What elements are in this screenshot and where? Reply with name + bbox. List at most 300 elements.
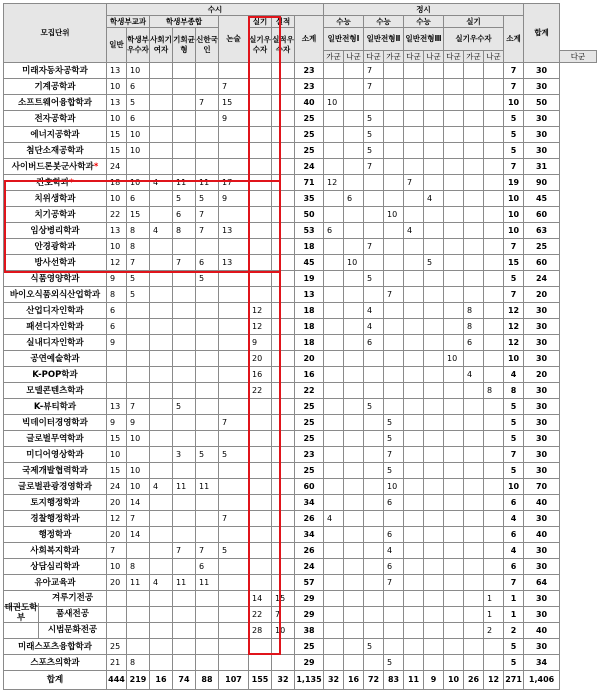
table-cell: 10 xyxy=(384,207,404,223)
table-cell xyxy=(464,623,484,639)
table-cell: 1 xyxy=(504,607,524,623)
table-row xyxy=(4,175,597,191)
table-cell: 5 xyxy=(504,639,524,655)
table-cell: 60 xyxy=(295,479,324,495)
table-cell: 10 xyxy=(127,479,150,495)
table-cell xyxy=(150,367,173,383)
table-cell xyxy=(424,79,444,95)
table-cell xyxy=(324,303,344,319)
table-cell xyxy=(344,543,364,559)
table-cell xyxy=(404,319,424,335)
table-row xyxy=(4,543,597,559)
table-cell xyxy=(424,543,444,559)
table-cell xyxy=(484,463,504,479)
table-cell xyxy=(272,223,295,239)
table-cell xyxy=(272,303,295,319)
table-cell xyxy=(173,351,196,367)
department-name: 품새전공 xyxy=(4,607,107,623)
table-cell: 5 xyxy=(384,463,404,479)
header-susi: 수시 xyxy=(107,4,324,16)
table-cell xyxy=(444,447,464,463)
department-name: 국제개발협력학과 xyxy=(4,463,107,479)
table-cell: 2 xyxy=(484,623,504,639)
table-cell xyxy=(249,95,272,111)
table-cell xyxy=(219,495,249,511)
table-cell xyxy=(219,479,249,495)
table-cell xyxy=(173,591,196,607)
department-name: 빅데이터경영학과 xyxy=(4,415,107,431)
table-cell xyxy=(384,303,404,319)
table-cell xyxy=(272,175,295,191)
table-cell xyxy=(364,95,384,111)
table-cell xyxy=(384,607,404,623)
table-cell: 30 xyxy=(524,383,560,399)
table-cell xyxy=(249,447,272,463)
table-cell xyxy=(249,175,272,191)
table-cell xyxy=(219,143,249,159)
table-cell xyxy=(324,319,344,335)
table-cell xyxy=(196,111,219,127)
table-cell: 24 xyxy=(524,271,560,287)
table-cell: 15 xyxy=(107,127,127,143)
table-cell xyxy=(404,63,424,79)
table-cell xyxy=(173,511,196,527)
table-cell xyxy=(173,559,196,575)
table-cell: 6 xyxy=(196,255,219,271)
table-row xyxy=(4,623,597,639)
table-cell xyxy=(127,319,150,335)
table-cell: 7 xyxy=(196,95,219,111)
table-cell xyxy=(324,495,344,511)
table-cell: 8 xyxy=(127,655,150,671)
table-cell: 22 xyxy=(107,207,127,223)
table-cell xyxy=(464,223,484,239)
table-cell: 13 xyxy=(295,287,324,303)
table-cell xyxy=(196,591,219,607)
table-cell xyxy=(249,271,272,287)
table-cell: 34 xyxy=(295,527,324,543)
table-cell: 4 xyxy=(324,511,344,527)
table-cell: 40 xyxy=(524,495,560,511)
table-cell xyxy=(272,479,295,495)
table-cell xyxy=(444,255,464,271)
total-cell: 12 xyxy=(484,671,504,690)
table-cell: 8 xyxy=(127,559,150,575)
table-cell xyxy=(127,159,150,175)
table-cell xyxy=(444,303,464,319)
table-cell xyxy=(249,399,272,415)
table-cell xyxy=(127,383,150,399)
table-cell: 25 xyxy=(295,415,324,431)
table-cell xyxy=(384,367,404,383)
table-cell xyxy=(249,191,272,207)
total-cell: 88 xyxy=(196,671,219,690)
table-cell xyxy=(444,463,464,479)
department-name: 글로벌무역학과 xyxy=(4,431,107,447)
table-cell xyxy=(404,463,424,479)
header-siljeok: 실적 xyxy=(272,16,295,28)
table-cell xyxy=(196,607,219,623)
total-cell: 74 xyxy=(173,671,196,690)
table-cell xyxy=(444,607,464,623)
department-name: 첨단소재공학과 xyxy=(4,143,107,159)
table-cell xyxy=(150,383,173,399)
table-row xyxy=(4,495,597,511)
table-cell xyxy=(424,559,444,575)
table-cell: 5 xyxy=(364,639,384,655)
table-cell: 6 xyxy=(384,527,404,543)
table-cell xyxy=(424,415,444,431)
table-cell: 30 xyxy=(524,607,560,623)
table-cell: 10 xyxy=(504,351,524,367)
header-gun-5: 나군 xyxy=(424,51,444,63)
table-cell xyxy=(324,271,344,287)
table-cell xyxy=(484,255,504,271)
header-gun-7: 가군 xyxy=(464,51,484,63)
table-row xyxy=(4,159,597,175)
table-cell xyxy=(484,191,504,207)
table-cell: 30 xyxy=(524,639,560,655)
table-cell xyxy=(344,639,364,655)
table-cell xyxy=(444,95,464,111)
table-cell xyxy=(384,623,404,639)
table-cell: 50 xyxy=(524,95,560,111)
table-cell xyxy=(444,63,464,79)
table-cell xyxy=(344,143,364,159)
table-cell: 20 xyxy=(524,367,560,383)
table-row xyxy=(4,415,597,431)
table-cell: 20 xyxy=(295,351,324,367)
department-name: 식품영양학과 xyxy=(4,271,107,287)
table-cell xyxy=(272,399,295,415)
table-cell: 16 xyxy=(295,367,324,383)
table-cell xyxy=(249,639,272,655)
table-cell xyxy=(344,383,364,399)
table-cell xyxy=(272,239,295,255)
table-cell xyxy=(219,127,249,143)
table-cell xyxy=(173,79,196,95)
table-cell xyxy=(272,79,295,95)
table-row xyxy=(4,559,597,575)
table-cell: 14 xyxy=(127,495,150,511)
header-silgi-susi: 실기 xyxy=(249,16,272,28)
table-cell xyxy=(384,383,404,399)
table-cell xyxy=(219,271,249,287)
table-cell xyxy=(464,63,484,79)
table-cell xyxy=(324,351,344,367)
table-cell: 15 xyxy=(107,143,127,159)
table-cell xyxy=(107,351,127,367)
table-row xyxy=(4,335,597,351)
table-cell: 34 xyxy=(524,655,560,671)
table-cell xyxy=(249,559,272,575)
table-cell: 15 xyxy=(127,207,150,223)
table-cell xyxy=(219,575,249,591)
table-cell: 23 xyxy=(295,79,324,95)
department-name: 경찰행정학과 xyxy=(4,511,107,527)
table-cell xyxy=(219,591,249,607)
table-cell: 13 xyxy=(219,223,249,239)
table-cell xyxy=(173,623,196,639)
table-cell xyxy=(272,431,295,447)
table-cell xyxy=(384,591,404,607)
total-cell: 72 xyxy=(364,671,384,690)
table-row xyxy=(4,287,597,303)
table-cell: 7 xyxy=(219,415,249,431)
table-cell xyxy=(173,287,196,303)
table-cell xyxy=(424,351,444,367)
table-cell: 8 xyxy=(173,223,196,239)
header-ilban1: 일반전형Ⅰ xyxy=(324,28,364,51)
table-cell: 5 xyxy=(173,399,196,415)
table-cell: 5 xyxy=(219,447,249,463)
table-cell: 6 xyxy=(127,191,150,207)
table-cell xyxy=(404,511,424,527)
table-cell xyxy=(444,383,464,399)
table-cell xyxy=(249,495,272,511)
table-cell xyxy=(384,255,404,271)
table-cell xyxy=(173,143,196,159)
department-name: 상담심리학과 xyxy=(4,559,107,575)
table-cell xyxy=(424,463,444,479)
table-cell xyxy=(107,367,127,383)
table-cell xyxy=(344,287,364,303)
table-cell: 23 xyxy=(295,447,324,463)
table-cell: 8 xyxy=(127,223,150,239)
table-cell xyxy=(324,367,344,383)
table-cell xyxy=(444,207,464,223)
table-cell xyxy=(272,639,295,655)
table-cell xyxy=(272,255,295,271)
department-name: 간호학과* xyxy=(4,175,107,191)
table-cell: 30 xyxy=(524,127,560,143)
table-cell xyxy=(444,575,464,591)
table-cell xyxy=(444,655,464,671)
table-cell: 63 xyxy=(524,223,560,239)
table-cell: 5 xyxy=(504,143,524,159)
table-cell xyxy=(150,463,173,479)
table-cell: 5 xyxy=(219,543,249,559)
table-cell xyxy=(150,239,173,255)
table-cell xyxy=(324,111,344,127)
table-cell: 30 xyxy=(524,399,560,415)
table-cell: 30 xyxy=(524,351,560,367)
table-cell xyxy=(484,655,504,671)
table-cell: 10 xyxy=(444,351,464,367)
table-cell xyxy=(173,95,196,111)
table-cell: 7 xyxy=(219,79,249,95)
header-gun-1: 나군 xyxy=(344,51,364,63)
table-cell: 30 xyxy=(524,335,560,351)
table-cell xyxy=(127,351,150,367)
table-cell xyxy=(484,559,504,575)
table-cell xyxy=(219,607,249,623)
table-cell xyxy=(364,607,384,623)
table-cell: 7 xyxy=(127,399,150,415)
table-row xyxy=(4,143,597,159)
table-cell: 7 xyxy=(504,239,524,255)
table-cell xyxy=(173,239,196,255)
department-name: 실내디자인학과 xyxy=(4,335,107,351)
table-cell xyxy=(150,335,173,351)
table-cell xyxy=(324,159,344,175)
table-cell xyxy=(444,543,464,559)
department-name: 시범문화전공 xyxy=(4,623,107,639)
department-name: 에너지공학과 xyxy=(4,127,107,143)
header-silgi-usu: 실기우수자 xyxy=(249,28,272,63)
table-cell xyxy=(107,607,127,623)
table-cell: 10 xyxy=(127,175,150,191)
table-cell xyxy=(272,95,295,111)
department-name: 모델콘텐츠학과 xyxy=(4,383,107,399)
table-cell xyxy=(464,591,484,607)
table-cell: 3 xyxy=(173,447,196,463)
table-cell xyxy=(484,63,504,79)
header-sahoe: 사회기여자 xyxy=(150,28,173,63)
table-cell xyxy=(249,415,272,431)
table-cell: 26 xyxy=(295,543,324,559)
table-cell xyxy=(324,559,344,575)
table-cell xyxy=(344,623,364,639)
table-cell xyxy=(150,511,173,527)
table-cell xyxy=(249,255,272,271)
table-cell xyxy=(219,655,249,671)
table-cell xyxy=(464,511,484,527)
table-cell: 6 xyxy=(384,559,404,575)
table-cell xyxy=(364,591,384,607)
table-cell xyxy=(173,127,196,143)
table-cell xyxy=(404,415,424,431)
table-cell: 7 xyxy=(196,543,219,559)
table-cell: 5 xyxy=(364,399,384,415)
table-cell: 24 xyxy=(107,479,127,495)
table-cell xyxy=(464,383,484,399)
department-name: 전자공학과 xyxy=(4,111,107,127)
table-cell xyxy=(464,479,484,495)
table-cell xyxy=(249,79,272,95)
header-jeongsi: 정시 xyxy=(324,4,524,16)
table-cell xyxy=(484,351,504,367)
table-cell xyxy=(173,159,196,175)
table-cell: 6 xyxy=(504,527,524,543)
table-cell xyxy=(150,63,173,79)
table-cell xyxy=(404,367,424,383)
table-cell xyxy=(127,447,150,463)
table-cell xyxy=(272,287,295,303)
table-cell: 7 xyxy=(196,207,219,223)
table-cell: 19 xyxy=(504,175,524,191)
table-cell xyxy=(384,351,404,367)
table-cell xyxy=(464,175,484,191)
table-cell xyxy=(464,95,484,111)
table-cell: 6 xyxy=(127,111,150,127)
header-jeongsi-sum: 소계 xyxy=(504,16,524,63)
header-gihoe: 기회균형 xyxy=(173,28,196,63)
table-cell xyxy=(150,207,173,223)
table-cell xyxy=(444,623,464,639)
table-cell xyxy=(150,399,173,415)
table-cell: 4 xyxy=(504,367,524,383)
table-cell: 7 xyxy=(173,543,196,559)
table-cell xyxy=(150,543,173,559)
table-cell xyxy=(424,271,444,287)
table-cell xyxy=(344,271,364,287)
table-cell: 10 xyxy=(504,223,524,239)
table-cell: 7 xyxy=(173,255,196,271)
table-cell xyxy=(424,511,444,527)
table-cell xyxy=(364,175,384,191)
table-cell: 10 xyxy=(107,191,127,207)
table-cell xyxy=(484,207,504,223)
table-cell: 30 xyxy=(524,447,560,463)
table-cell xyxy=(404,303,424,319)
table-cell xyxy=(464,447,484,463)
table-cell: 12 xyxy=(249,303,272,319)
table-cell: 7 xyxy=(107,543,127,559)
table-cell: 40 xyxy=(295,95,324,111)
table-cell xyxy=(464,559,484,575)
table-cell: 7 xyxy=(384,447,404,463)
table-cell xyxy=(196,495,219,511)
table-cell xyxy=(344,207,364,223)
table-cell xyxy=(344,95,364,111)
table-cell: 5 xyxy=(504,111,524,127)
table-cell xyxy=(484,79,504,95)
table-cell: 4 xyxy=(364,319,384,335)
table-cell xyxy=(344,127,364,143)
table-cell xyxy=(384,271,404,287)
table-cell xyxy=(249,655,272,671)
table-cell xyxy=(249,463,272,479)
table-cell xyxy=(219,559,249,575)
table-cell xyxy=(364,495,384,511)
table-cell: 7 xyxy=(504,575,524,591)
department-name: 공연예술학과 xyxy=(4,351,107,367)
table-cell xyxy=(196,399,219,415)
table-cell xyxy=(364,351,384,367)
table-cell xyxy=(150,319,173,335)
table-cell: 53 xyxy=(295,223,324,239)
table-cell xyxy=(272,415,295,431)
table-cell xyxy=(424,335,444,351)
table-cell: 15 xyxy=(219,95,249,111)
table-cell: 5 xyxy=(196,271,219,287)
table-cell xyxy=(196,335,219,351)
table-cell xyxy=(249,127,272,143)
table-cell xyxy=(404,287,424,303)
table-cell xyxy=(173,319,196,335)
table-cell xyxy=(272,159,295,175)
table-cell xyxy=(464,655,484,671)
table-cell xyxy=(384,143,404,159)
table-cell xyxy=(249,111,272,127)
table-cell xyxy=(424,639,444,655)
table-cell: 7 xyxy=(196,223,219,239)
table-cell xyxy=(404,543,424,559)
table-cell: 13 xyxy=(107,399,127,415)
table-cell xyxy=(424,591,444,607)
table-cell xyxy=(219,463,249,479)
table-cell xyxy=(344,479,364,495)
table-cell xyxy=(324,655,344,671)
table-cell xyxy=(219,319,249,335)
table-cell xyxy=(150,607,173,623)
table-cell: 23 xyxy=(295,63,324,79)
table-cell: 6 xyxy=(464,335,484,351)
table-cell: 70 xyxy=(524,479,560,495)
table-cell: 14 xyxy=(127,527,150,543)
total-cell: 107 xyxy=(219,671,249,690)
